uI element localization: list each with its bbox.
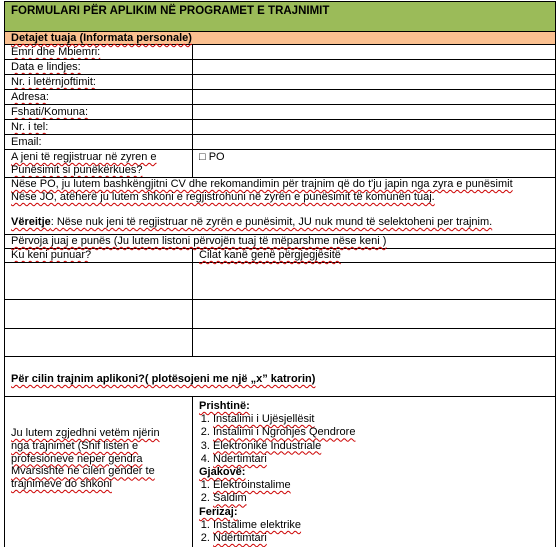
experience-cell-duties[interactable]	[193, 329, 555, 356]
registered-checkbox[interactable]: □ PO	[199, 151, 225, 163]
personal-section-header: Detajet tuaja (Informata personale)	[4, 32, 556, 45]
field-row-registered	[4, 150, 556, 178]
field-label-village: Fshati/Komuna:	[11, 106, 89, 118]
field-value-birthdate[interactable]	[193, 60, 555, 74]
field-label-id-number: Nr. i letërnjoftimit:	[11, 76, 96, 88]
training-group-gjakove: Gjakovë:	[199, 466, 246, 479]
experience-cell-duties[interactable]	[193, 263, 555, 299]
field-row-village	[4, 105, 556, 120]
warning-label: Vëreitje	[11, 216, 51, 228]
field-row-birthdate	[4, 60, 556, 75]
experience-cell-where[interactable]	[5, 300, 193, 328]
experience-cell-where[interactable]	[5, 329, 193, 356]
notice-warning	[5, 216, 555, 229]
warning-text: : Nëse nuk jeni të regjistruar në zyrën e punësimit, JU nuk mund të selektoheni per trajnim.	[50, 216, 493, 228]
field-label-phone: Nr. i tel:	[11, 121, 49, 133]
notice-no: Nëse JO, atëherë ju lutem shkoni e regjistrohuni në zyrën e punësimit të komunën tuaj.	[11, 191, 435, 203]
experience-row	[4, 263, 556, 300]
field-row-phone	[4, 120, 556, 135]
field-value-email[interactable]	[193, 135, 555, 149]
field-row-id-number	[4, 75, 556, 90]
experience-cell-duties[interactable]	[193, 300, 555, 328]
training-group-prishtine: Prishtinë:	[199, 400, 250, 412]
experience-row	[4, 300, 556, 329]
training-question: Për cilin trajnim aplikoni?( plotësojeni me një „x” katrorin)	[4, 357, 556, 397]
training-option[interactable]: 1. Elektroinstalime	[213, 479, 549, 492]
field-row-address	[4, 90, 556, 105]
training-group-ferizaj: Ferizaj:	[199, 505, 238, 518]
experience-cell-where[interactable]	[5, 263, 193, 299]
training-option[interactable]: 2. Instalimi i Ngrohjes Qendrore	[213, 426, 549, 439]
experience-col-where: Ku keni punuar?	[11, 249, 92, 261]
field-label-address: Adresa:	[11, 91, 49, 103]
training-option[interactable]: 3. Elektronikë Industriale	[213, 440, 549, 453]
experience-row	[4, 329, 556, 357]
training-option[interactable]: 4. Ndertimtari	[213, 453, 549, 466]
training-option[interactable]: 2. Saldim	[213, 492, 549, 505]
training-instruction: Ju lutem zgjedhni vetëm njërin nga trajnimet (Shif listen e profesioneve neper gendra Mvarsishte ne cilen gender te trajnimeve do shkoni	[5, 397, 193, 547]
registered-question-line1: A jeni të regjistruar në zyren e	[11, 151, 157, 163]
training-option[interactable]: 1. Instalime elektrike	[213, 519, 549, 532]
field-value-name[interactable]	[193, 45, 555, 59]
field-value-phone[interactable]	[193, 120, 555, 134]
field-row-name	[4, 45, 556, 60]
form-title: FORMULARI PËR APLIKIM NË PROGRAMET E TRAJNIMIT	[4, 1, 556, 32]
notice-yes: Nëse PO, ju lutem bashkëngjitni CV dhe rekomandimin për trajnim që do t'ju japin nga zyra e punësimit	[11, 178, 513, 190]
field-value-village[interactable]	[193, 105, 555, 119]
registration-notice	[4, 178, 556, 235]
training-option[interactable]: 2. Ndërtimtari	[213, 532, 549, 545]
registered-question-line2: Punësimit si punëkërkues?	[11, 164, 143, 176]
field-value-address[interactable]	[193, 90, 555, 104]
field-label-birthdate: Data e lindjes:	[11, 61, 81, 73]
training-option[interactable]: 1. Instalimi i Ujësjellësit	[213, 413, 549, 426]
field-row-email	[4, 135, 556, 150]
experience-header: Përvoja juaj e punës (Ju lutem listoni përvojën tuaj të mëparshme nëse keni )	[4, 235, 556, 249]
experience-columns	[4, 249, 556, 263]
training-options	[4, 397, 556, 547]
field-label-name: Emri dhe Mbiemri:	[11, 46, 101, 58]
field-value-id-number[interactable]	[193, 75, 555, 89]
field-label-email: Email:	[11, 136, 42, 148]
experience-col-duties: Cilat kanë genë përgjegjësitë	[199, 249, 341, 261]
training-list	[193, 397, 555, 547]
